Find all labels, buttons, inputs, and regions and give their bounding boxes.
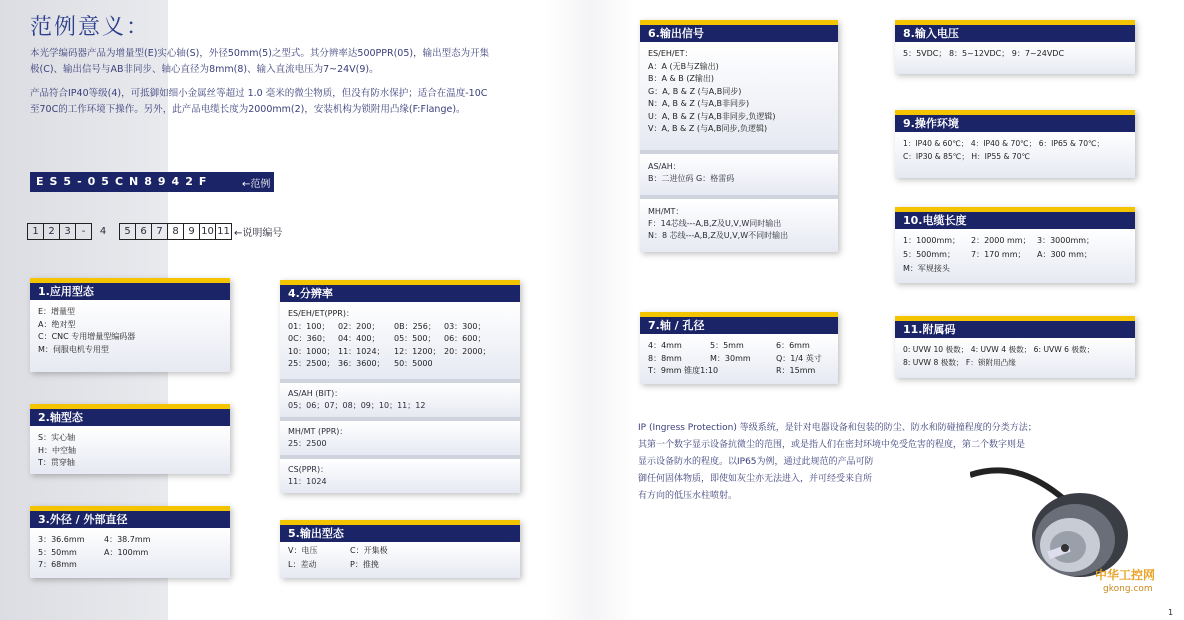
box-cell: V：电压 <box>288 546 318 555</box>
box-shaft-bore <box>640 312 838 384</box>
box-line: 25：2500 <box>288 438 327 448</box>
digit-cell: 6 <box>135 223 152 240</box>
digit-cell: 8 <box>167 223 184 240</box>
box-line: M：伺服电机专用型 <box>38 344 109 354</box>
box-cell: 7：170 mm； <box>971 250 1026 259</box>
model-code: ES5-05CN8942F <box>30 172 242 192</box>
box-title: 4.分辨率 <box>280 280 520 302</box>
ip-line: 显示设备防水的程度。以IP65为例，通过此规范的产品可防 <box>638 457 874 467</box>
intro-paragraph-1: 本光学编码器产品为增量型(E)实心轴(S)，外径50mm(5)之型式。其分辨率达500PPR(05)，输出型态为开集极(C)、输出信号与AB非同步、轴心直径为8mm(8)、输入直流电压为7~24V(9)。 <box>30 48 490 75</box>
box-cell: 11：1024； <box>338 346 385 356</box>
box-cell: 4：4mm <box>648 341 682 350</box>
box-cell: 03：300； <box>444 321 486 331</box>
digit-cell: - <box>75 223 92 240</box>
page-number: 1 <box>1168 608 1174 617</box>
resolution-grid <box>288 321 512 371</box>
box-operating-environment <box>895 110 1135 178</box>
digit-legend-label: ←说明编号 <box>234 228 283 239</box>
watermark-url: gkong.com <box>1103 584 1153 594</box>
box-line: C：CNC 专用增量型编码器 <box>38 332 136 341</box>
digit-cell: 11 <box>215 223 232 240</box>
box-line: H：中空轴 <box>38 445 77 455</box>
box-line: F：14芯线---A,B,Z及U,V,W同时输出 <box>648 218 782 228</box>
box-title: 11.附属码 <box>895 316 1135 338</box>
ip-line: 御任何固体物质，即使如灰尘亦无法进入，并可经受来自所 <box>638 474 873 484</box>
digit-cell: 5 <box>119 223 136 240</box>
box-cell: 5：5mm <box>710 341 744 350</box>
box-cell: 10：1000； <box>288 346 335 356</box>
box-line: 5：5VDC； 8：5~12VDC； 9：7~24VDC <box>903 49 1065 58</box>
digit-cell: 2 <box>43 223 60 240</box>
box-title: 6.输出信号 <box>640 20 838 42</box>
box-line: G：A, B & Z (与A,B同步) <box>648 86 742 96</box>
box-line: C：IP30 & 85℃； H：IP55 & 70℃ <box>903 151 1031 161</box>
ip-line: 其第一个数字显示设备抗微尘的范围，或是指人们在密封环境中免受危害的程度，第二个数字则是 <box>638 440 1026 450</box>
ip-line: IP (Ingress Protection) 等级系统，是针对电器设备和包装的防尘、防水和防碰撞程度的分类方法； <box>638 423 1037 433</box>
box-line: 05；06；07；08；09；10；11；12 <box>288 400 426 410</box>
box-cell: 12：1200； <box>394 346 441 356</box>
box-outer-diameter <box>30 506 230 578</box>
box-cell: A：100mm <box>104 547 149 557</box>
box-title: 9.操作环境 <box>895 110 1135 132</box>
box-cell: 3：3000mm； <box>1037 236 1095 245</box>
box-line: T：贯穿轴 <box>38 458 75 467</box>
box-cable-length <box>895 207 1135 283</box>
box-cell: 4：38.7mm <box>104 535 151 544</box>
box-subheading: CS(PPR)： <box>288 464 329 474</box>
box-title: 7.轴 / 孔径 <box>640 312 838 334</box>
box-line: B：A & B (Z输出) <box>648 74 715 83</box>
box-subheading: MH/MT (PPR)： <box>288 426 348 436</box>
digit-cell: 9 <box>183 223 200 240</box>
box-line: A：绝对型 <box>38 319 76 329</box>
box-cell: T：9mm 锥度1:10 <box>648 366 719 376</box>
box-cell: L：差动 <box>288 559 317 569</box>
box-title: 3.外径 / 外部直径 <box>30 506 230 528</box>
box-line: 0: UVW 10 极数； 4: UVW 4 极数； 6: UVW 6 极数； <box>903 345 1095 354</box>
box-cell: 5：50mm <box>38 547 77 557</box>
digit-cell: 7 <box>151 223 168 240</box>
box-subheading: MH/MT： <box>648 206 684 216</box>
box-cell: 7：68mm <box>38 560 77 570</box>
box-cell: 0B：256； <box>394 321 436 331</box>
box-accessory-code <box>895 316 1135 378</box>
box-title: 2.轴型态 <box>30 404 230 426</box>
box-line: 1：IP40 & 60℃； 4：IP40 & 70℃； 6：IP65 & 70℃； <box>903 139 1105 148</box>
box-cell: 05：500； <box>394 334 436 343</box>
box-line: V：A, B & Z (与A,B同步,负逻辑) <box>648 124 768 133</box>
box-line: B：二进位码 G：格雷码 <box>648 173 735 183</box>
box-cell: M：军规接头 <box>903 264 950 273</box>
page-gutter <box>545 0 635 620</box>
box-title: 10.电缆长度 <box>895 207 1135 229</box>
digit-cell: 3 <box>59 223 76 240</box>
box-line: U：A, B & Z (与A,B非同步,负逻辑) <box>648 111 776 121</box>
watermark-cn: 中华工控网 <box>1095 568 1156 582</box>
box-output-type <box>280 520 520 578</box>
box-line: N：8 芯线---A,B,Z及U,V,W不同时输出 <box>648 230 789 240</box>
box-subheading: AS/AH： <box>648 161 681 171</box>
box-line: N：A, B & Z (与A,B非同步) <box>648 99 750 108</box>
box-cell: 36：3600； <box>338 359 385 368</box>
box-cell: 04：400； <box>338 334 380 343</box>
box-cell: 5：500mm； <box>903 250 955 259</box>
box-cell: M：30mm <box>710 353 751 363</box>
box-line: S：实心轴 <box>38 433 76 442</box>
box-cell: P：推挽 <box>350 559 379 569</box>
digit-cell: 10 <box>199 223 216 240</box>
box-cell: 50：5000 <box>394 359 433 368</box>
box-cell: 25：2500； <box>288 359 335 368</box>
box-cell: 06：600； <box>444 334 486 343</box>
box-cell: 01：100； <box>288 321 330 331</box>
box-cell: 20：2000； <box>444 346 491 356</box>
box-title: 8.输入电压 <box>895 20 1135 42</box>
box-cell: 3：36.6mm <box>38 535 85 544</box>
box-cell: C：开集极 <box>350 546 388 555</box>
box-cell: 6：6mm <box>776 341 810 350</box>
box-title: 1.应用型态 <box>30 278 230 300</box>
box-cell: R：15mm <box>776 366 816 376</box>
box-line: 8: UVW 8 极数； F：锁附用凸缘 <box>903 357 1016 367</box>
page-title: 范例意义： <box>30 15 151 40</box>
box-application-type <box>30 278 230 372</box>
box-line: E：增量型 <box>38 307 76 316</box>
box-cell: 0C：360； <box>288 334 330 343</box>
box-cell: A：300 mm； <box>1037 250 1092 259</box>
box-subheading: ES/EH/ET： <box>648 49 693 58</box>
box-resolution <box>280 280 520 493</box>
box-cell: 8：8mm <box>648 353 682 363</box>
box-output-signal <box>640 20 838 252</box>
box-cell: 02：200； <box>338 321 380 331</box>
digit-cell: 4 <box>99 226 107 237</box>
digit-cell: 1 <box>27 223 44 240</box>
box-cell: 2：2000 mm； <box>971 236 1031 245</box>
digit-legend <box>28 223 282 240</box>
box-input-voltage <box>895 20 1135 74</box>
box-line: A：A (无B与Z输出) <box>648 61 719 71</box>
box-title: 5.输出型态 <box>280 520 520 542</box>
box-subheading: ES/EH/ET(PPR)： <box>288 309 354 318</box>
box-shaft-type <box>30 404 230 474</box>
model-label: ←范例 <box>242 172 274 192</box>
intro-paragraph-2: 产品符合IP40等级(4)，可抵御如细小金属丝等超过 1.0 毫米的微尘物质，但没有防水保护；适合在温度-10C至70C的工作环境下操作。另外，此产品电缆长度为2000mm(2)，安装机构为锁附用凸缘(F:Flange)。 <box>30 88 488 115</box>
box-cell: 1：1000mm； <box>903 236 961 245</box>
box-line: 11：1024 <box>288 476 327 486</box>
ip-line: 有方向的低压水柱喷射。 <box>638 491 738 501</box>
box-cell: Q：1/4 英寸 <box>776 353 822 363</box>
model-example <box>30 172 274 192</box>
box-subheading: AS/AH (BIT)： <box>288 388 343 398</box>
